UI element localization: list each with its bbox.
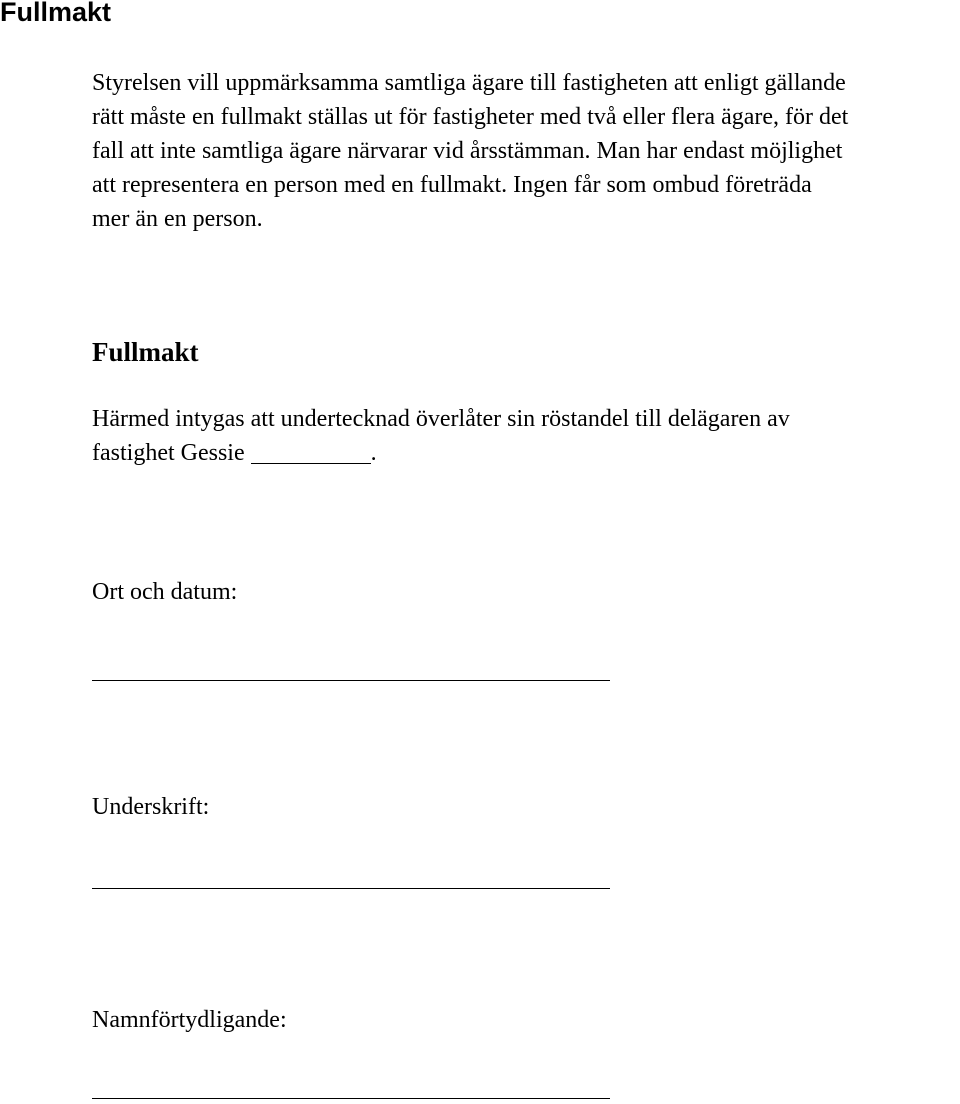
intro-line: mer än en person. [92, 206, 263, 232]
document-title: Fullmakt [0, 0, 112, 27]
statement-prefix: fastighet Gessie [92, 440, 245, 466]
intro-line: Styrelsen vill uppmärksamma samtliga ägare till fastigheten att enligt gällande [92, 70, 846, 96]
intro-line: fall att inte samtliga ägare närvarar vid årsstämman. Man har endast möjlighet [92, 138, 843, 164]
signature-label: Underskrift: [92, 794, 210, 820]
intro-paragraph [92, 66, 960, 236]
statement-line: Härmed intygas att undertecknad överlåter sin röstandel till delägaren av [92, 406, 790, 432]
intro-line: att representera en person med en fullmakt. Ingen får som ombud företräda [92, 172, 812, 198]
place-date-label: Ort och datum: [92, 579, 238, 605]
name-clarification-label: Namnförtydligande: [92, 1007, 287, 1033]
statement-suffix: . [370, 440, 377, 466]
intro-line: rätt måste en fullmakt ställas ut för fastigheter med två eller flera ägare, för det [92, 104, 849, 130]
place-date-line[interactable] [92, 680, 610, 681]
proxy-statement [92, 402, 960, 470]
statement-line [92, 436, 960, 470]
property-number-blank[interactable] [251, 441, 371, 464]
name-clarification-line[interactable] [92, 1098, 610, 1099]
section-heading: Fullmakt [92, 337, 199, 367]
signature-line[interactable] [92, 888, 610, 889]
